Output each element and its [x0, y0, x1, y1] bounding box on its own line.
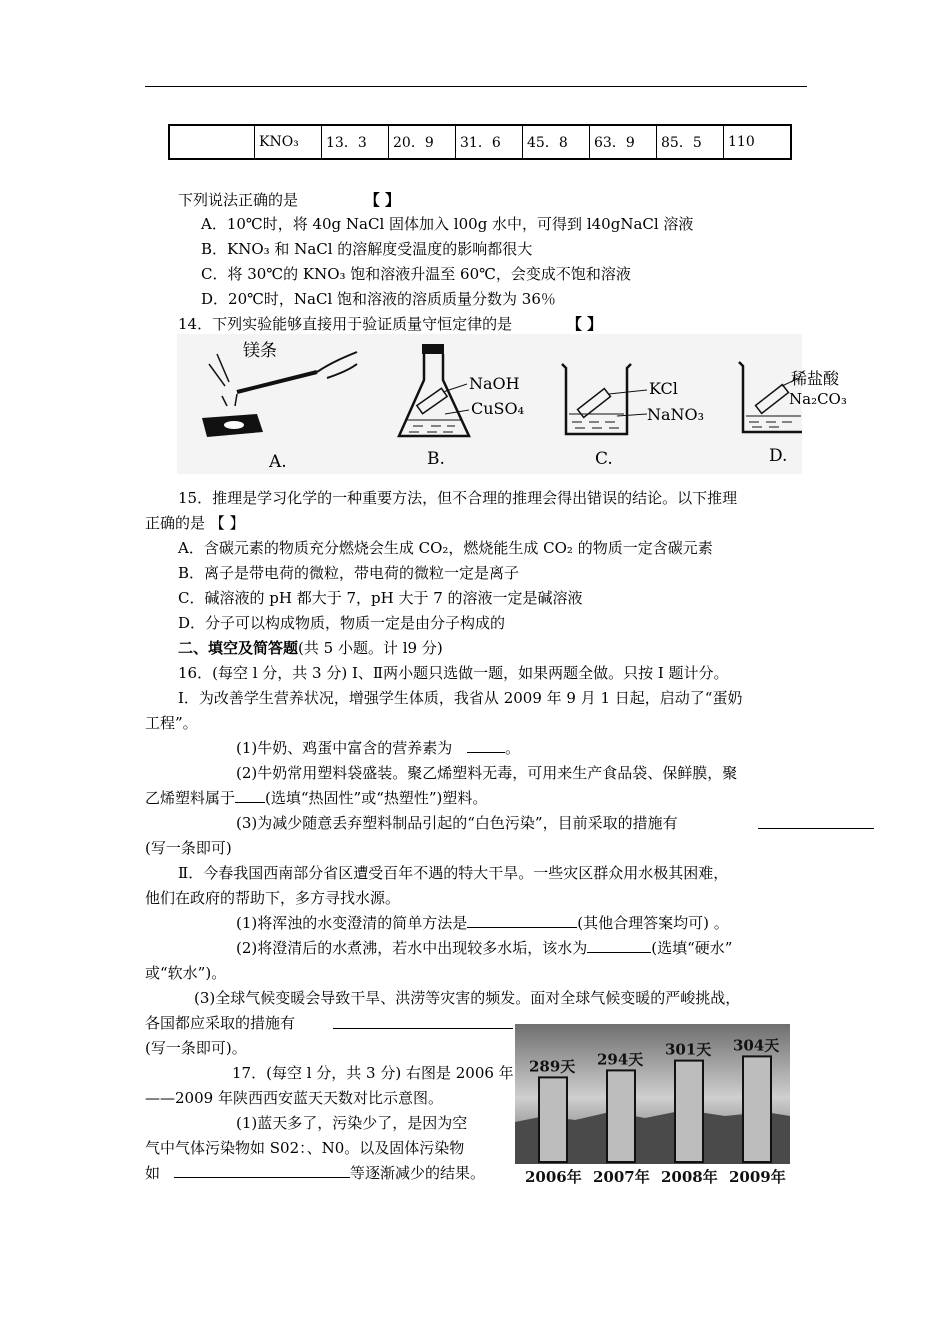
q16-item2-text-b: (选填“热固性”或“热塑性”)塑料。 — [265, 789, 488, 807]
fig-b-test-tube — [417, 388, 447, 413]
chart-value-label: 304天 — [733, 1036, 780, 1055]
q13-option-a: A．10℃时，将 40g NaCl 固体加入 l00g 水中，可得到 l40gNaCl 溶液 — [201, 215, 694, 233]
q16-part2-item3-line3: (写一条即可)。 — [145, 1039, 247, 1057]
q16-j2-blank[interactable] — [587, 938, 651, 953]
q15-option-c: C．碱溶液的 pH 都大于 7，pH 大于 7 的溶液一定是碱溶液 — [178, 589, 583, 607]
chart-value-label: 301天 — [665, 1040, 712, 1059]
fig-d-liquid-dash — [749, 422, 792, 427]
fig-d-top-label: 稀盐酸 — [791, 369, 840, 388]
q14-answer-bracket: 【 】 — [566, 315, 603, 333]
q16-item2-text-a: 乙烯塑料属于 — [145, 789, 236, 807]
table-cell-empty — [169, 125, 255, 159]
chart-bar — [607, 1070, 635, 1162]
q13-stem-text: 下列说法正确的是 — [178, 191, 299, 209]
fig-c-beaker-body — [562, 364, 631, 434]
table-row — [169, 125, 791, 159]
q16-part1-line2: 工程”。 — [145, 714, 198, 732]
table-cell: 85．5 — [657, 125, 724, 159]
q16-j2-text-b: (选填“硬水” — [651, 939, 733, 957]
q16-part2-item3-line2 — [145, 1013, 295, 1033]
fig-a-letter: A. — [269, 452, 287, 472]
q17-line5 — [145, 1163, 485, 1183]
q16-part2-line1: Ⅱ．今春我国西南部分省区遭受百年不遇的特大干旱。一些灾区群众用水极其困难， — [178, 864, 729, 882]
chart-svg — [515, 1024, 790, 1188]
fig-b-flask-body — [399, 354, 469, 436]
fig-c-beaker — [562, 364, 704, 469]
q16-part2-item2-line2: 或“软水”)。 — [145, 964, 227, 982]
fig-a-ash — [224, 421, 244, 429]
fig-d-letter: D. — [769, 446, 788, 466]
q16-part1-item1 — [236, 738, 520, 758]
fig-b-top-label: NaOH — [469, 374, 520, 393]
q16-j1-blank[interactable] — [467, 913, 577, 928]
q16-stem: 16．(每空 l 分，共 3 分) Ⅰ、Ⅱ两小题只选做一题，如果两题全做。只按 I 题计分。 — [178, 664, 729, 682]
fig-c-test-tube — [578, 389, 611, 418]
q16-part1-item2-line1: (2)牛奶常用塑料袋盛装。聚乙烯塑料无毒，可用来生产食品袋、保鲜膜，聚 — [236, 764, 738, 782]
fig-b-liquid-dash — [409, 426, 455, 432]
q16-part1-item2-line2 — [145, 788, 487, 808]
q16-item3-text: (3)为减少随意丢弃塑料制品引起的“白色污染”，目前采取的措施有 — [236, 814, 678, 832]
table-cell: 31．6 — [456, 125, 523, 159]
q13-option-d: D．20℃时，NaCl 饱和溶液的溶质质量分数为 36％ — [201, 290, 556, 308]
fig-a-label: 镁条 — [243, 341, 277, 361]
fig-c-bottom-label: NaNO₃ — [647, 405, 705, 424]
fig-d-test-tube — [756, 385, 789, 414]
q15-option-d: D．分子可以构成物质，物质一定是由分子构成的 — [178, 614, 506, 632]
q16-part2-item3-line1: (3)全球气候变暖会导致干旱、洪涝等灾害的频发。面对全球气候变暖的严峻挑战， — [194, 989, 741, 1007]
fig-b-letter: B. — [427, 449, 445, 469]
fig-c-top-label: KCl — [649, 379, 678, 398]
q14-stem-text: 14．下列实验能够直接用于验证质量守恒定律的是 — [178, 315, 513, 333]
q16-item2-blank[interactable] — [235, 788, 265, 803]
q17-line1: 17．(每空 l 分，共 3 分) 右图是 2006 年 — [232, 1064, 514, 1082]
chart-value-label: 289天 — [529, 1057, 576, 1076]
fig-a-sparks — [209, 354, 237, 406]
q17-line2: ——2009 年陕西西安蓝天天数对比示意图。 — [145, 1089, 443, 1107]
fig-c-liquid-dash — [572, 422, 619, 428]
fig-c-letter: C. — [595, 449, 613, 469]
fig-d-bottom-label: Na₂CO₃ — [789, 390, 847, 408]
section-2-title: 二、填空及简答题 — [178, 639, 299, 657]
q16-j3-text: 各国都应采取的措施有 — [145, 1014, 296, 1032]
q16-part1-item3-line2: (写一条即可) — [145, 839, 232, 857]
chart-bar — [675, 1061, 703, 1162]
chart-value-label: 294天 — [597, 1050, 644, 1069]
q15-option-b: B．离子是带电荷的微粒，带电荷的微粒一定是离子 — [178, 564, 520, 582]
q16-part2-item2-line1 — [236, 938, 732, 958]
q16-j1-text-b: (其他合理答案均可) 。 — [577, 914, 729, 932]
fig-a-hand — [317, 352, 357, 378]
q13-option-c: C．将 30℃的 KNO₃ 饱和溶液升温至 60℃，会变成不饱和溶液 — [201, 265, 631, 283]
q16-part1-line1: Ⅰ．为改善学生营养状况，增强学生体质，我省从 2009 年 9 月 1 日起，启动了“蛋奶 — [178, 689, 743, 707]
q16-item3-blank[interactable] — [758, 814, 874, 829]
table-cell: 110 — [724, 125, 792, 159]
table-cell: 45．8 — [523, 125, 590, 159]
chart-bar — [743, 1056, 771, 1162]
table-cell: 63．9 — [590, 125, 657, 159]
q16-part1-item3-line1 — [236, 813, 678, 833]
q13-stem — [178, 190, 400, 210]
chart-category-label: 2009年 — [729, 1168, 786, 1186]
q16-j1-text-a: (1)将浑浊的水变澄清的简单方法是 — [236, 914, 468, 932]
q16-j3-blank[interactable] — [333, 1014, 513, 1029]
q17-line5-text-a: 如 — [145, 1164, 161, 1182]
q15-stem-line2: 正确的是 【 】 — [145, 514, 245, 532]
q13-option-b: B．KNO₃ 和 NaCl 的溶解度受温度的影响都很大 — [201, 240, 533, 258]
q16-j2-text-a: (2)将澄清后的水煮沸，若水中出现较多水垢，该水为 — [236, 939, 588, 957]
q16-item1-end: 。 — [505, 739, 521, 757]
chart-category-label: 2008年 — [661, 1168, 718, 1186]
q15-option-a: A．含碳元素的物质充分燃烧会生成 CO₂，燃烧能生成 CO₂ 的物质一定含碳元素 — [178, 539, 713, 557]
q16-part2-line2: 他们在政府的帮助下，多方寻找水源。 — [145, 889, 401, 907]
q16-item1-blank[interactable] — [467, 738, 505, 753]
table-cell: 13．3 — [322, 125, 389, 159]
section-2-heading — [178, 638, 443, 658]
q14-figure — [177, 334, 847, 474]
header-rule — [145, 86, 807, 87]
q16-part2-item1 — [236, 913, 729, 933]
fig-b-flask — [399, 344, 524, 469]
table-cell-label: KNO₃ — [255, 125, 322, 159]
fig-a-magnesium — [202, 341, 357, 472]
table-cell: 20．9 — [389, 125, 456, 159]
fig-b-stopper — [422, 344, 444, 354]
solubility-table — [168, 124, 792, 160]
q15-stem-line1: 15．推理是学习化学的一种重要方法，但不合理的推理会得出错误的结论。以下推理 — [178, 489, 738, 507]
fig-a-tongs — [237, 372, 317, 392]
q16-item1-text: (1)牛奶、鸡蛋中富含的营养素为 — [236, 739, 453, 757]
fig-b-bottom-label: CuSO₄ — [471, 399, 525, 418]
q17-line4: 气中气体污染物如 S02：、N0。以及固体污染物 — [145, 1139, 465, 1157]
q17-line3: (1)蓝天多了，污染少了，是因为空 — [236, 1114, 468, 1132]
chart-category-label: 2006年 — [525, 1168, 582, 1186]
q14-stem — [178, 314, 602, 334]
section-2-note: (共 5 小题。计 l9 分) — [298, 639, 443, 657]
q17-blank[interactable] — [174, 1163, 350, 1178]
q13-answer-bracket: 【 】 — [364, 191, 401, 209]
chart-category-label: 2007年 — [593, 1168, 650, 1186]
chart-bar — [539, 1077, 567, 1162]
q17-line5-text-b: 等逐渐减少的结果。 — [350, 1164, 486, 1182]
blue-sky-days-chart — [515, 1024, 790, 1188]
